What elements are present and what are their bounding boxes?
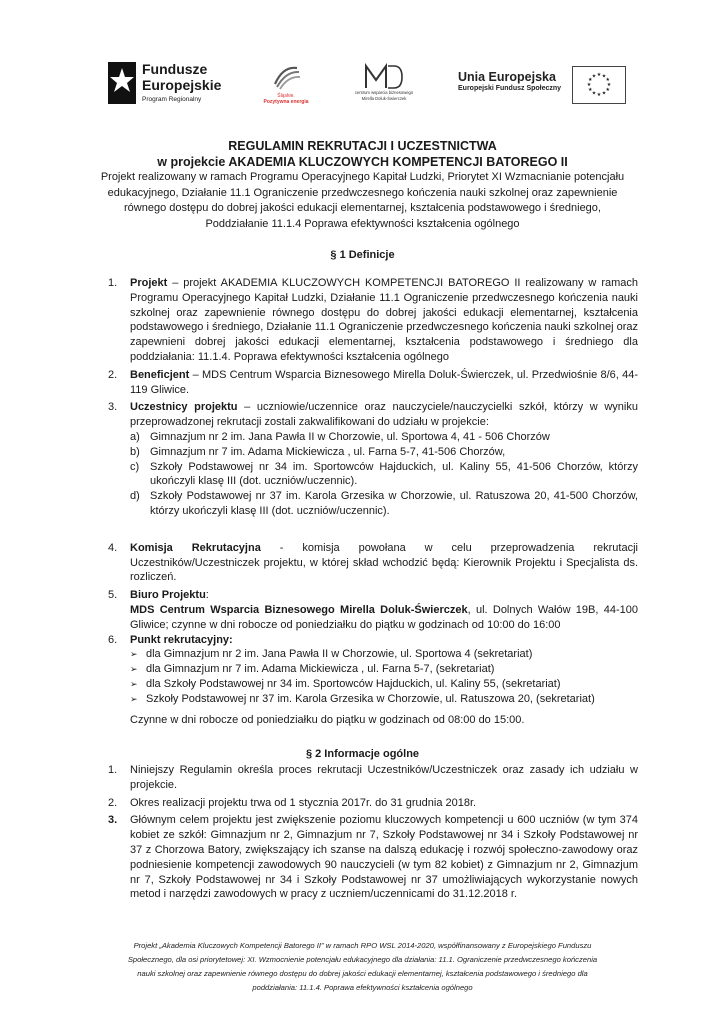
item-number: 3.	[108, 401, 118, 414]
school-c	[108, 460, 638, 490]
colon: :	[205, 589, 209, 602]
header-line4: Poddziałanie 11.1.4 Poprawa efektywności kształcenia ogólnego	[205, 217, 520, 230]
arrow-bullet-icon: ➢	[130, 649, 138, 660]
footer-line2: Społecznego, dla osi priorytetowej: XI. Wzmocnienie potencjału edukacyjnego dla działania: 11.1. Ograniczenie przedwczesnego kończenia	[127, 955, 598, 964]
item-number: 1.	[108, 764, 118, 776]
header-line2: edukacyjnego, Działanie 11.1 Ograniczenie przedwczesnego kończenia nauki szkolnej oraz zapewnienie	[107, 186, 618, 199]
svg-text:★: ★	[588, 77, 593, 83]
sub-letter: c)	[130, 460, 140, 473]
note-text: Czynne w dni robocze od poniedziałku do piątku w godzinach od 08:00 do 15:00.	[130, 713, 525, 726]
mds-line1: centrum wsparcia biznesowego	[354, 90, 414, 95]
definition-text: - komisja powołana w celu przeprowadzenia rekrutacji Uczestników/Uczestniczek projektu, w której skład wchodzić będą: Kierownik Projektu i Specjalista ds. rozliczeń.	[130, 541, 638, 584]
ue-line2: Europejski Fundusz Społeczny	[458, 85, 562, 92]
svg-text:★: ★	[588, 87, 593, 93]
mds-logo	[352, 62, 416, 108]
ue-line1: Unia Europejska	[458, 70, 556, 84]
title-line1: REGULAMIN REKRUTACJI I UCZESTNICTWA	[228, 139, 497, 153]
sub-letter: a)	[130, 430, 140, 443]
svg-text:★: ★	[605, 87, 610, 93]
header-line1: Projekt realizowany w ramach Programu Operacyjnego Kapitał Ludzki, Priorytet XI Wzmacnianie potencjału	[100, 171, 625, 183]
sub-letter: b)	[130, 445, 140, 458]
arrow-bullet-icon: ➢	[130, 693, 138, 704]
arrow-bullet-icon: ➢	[130, 678, 138, 689]
footer-line3: nauki szkolnej oraz zapewnienie równego dostępu do dobrej jakości edukacji elementarnej, kształcenia podstawowego i średniego dla	[137, 969, 588, 978]
definition-uczestnicy	[108, 400, 638, 430]
logo-bar	[108, 58, 628, 114]
school-a	[108, 430, 638, 445]
term: Punkt rekrutacyjny:	[130, 633, 233, 646]
term: Beneficjent	[130, 368, 190, 381]
fe-line3: Program Regionalny	[142, 96, 202, 103]
office-address: , ul. Dolnych Wałów 19B, 44-100 Gliwice; czynne w dni robocze od poniedziałku do piątku w godzinach od 10:00 do 16:00	[130, 603, 638, 631]
office-name: MDS Centrum Wsparcia Biznesowego Mirella Doluk-Świerczek	[130, 603, 468, 616]
definition-punkt	[108, 633, 638, 648]
title-line2: w projekcie AKADEMIA KLUCZOWYCH KOMPETENCJI BATOREGO II	[157, 155, 568, 169]
svg-text:★: ★	[601, 90, 607, 97]
recruitment-point	[108, 692, 638, 707]
school-d	[108, 489, 638, 519]
definition-projekt	[108, 276, 638, 365]
term: Komisja Rekrutacyjna	[130, 541, 261, 554]
mds-mark-icon	[362, 62, 406, 90]
sub-text: Szkoły Podstawowej nr 34 im. Sportowców Hajduckich, ul. Kaliny 55, 41-506 Chorzów, którzy ukończyli klasę III (dot. uczniów/uczennic).	[150, 460, 638, 488]
point-text: dla Szkoły Podstawowej nr 34 im. Sportowców Hajduckich, ul. Kaliny 55, (sekretariat)	[146, 677, 561, 690]
slaskie-logo	[256, 62, 316, 108]
point-text: dla Gimnazjum nr 7 im. Adama Mickiewicza , ul. Farna 5-7, (sekretariat)	[146, 663, 495, 676]
eu-flag-icon	[572, 66, 626, 104]
mds-line2: Mirella Doluk-Świerczek	[361, 95, 407, 101]
section1-heading: § 1 Definicje	[330, 249, 395, 261]
point-text: dla Gimnazjum nr 2 im. Jana Pawła II w Chorzowie, ul. Sportowa 4 (sekretariat)	[146, 648, 533, 661]
general-info-item	[108, 813, 638, 902]
definition-text: – MDS Centrum Wsparcia Biznesowego Mirella Doluk-Świerczek, ul. Przedwiośnie 8/6, 44-119 Gliwice.	[130, 368, 638, 396]
definition-komisja	[108, 541, 638, 585]
opening-hours-note	[108, 713, 638, 728]
section1-body	[108, 276, 638, 727]
fe-line1: Fundusze	[142, 61, 208, 77]
school-b	[108, 445, 638, 460]
svg-text:★: ★	[596, 72, 602, 78]
item-text: Niniejszy Regulamin określa proces rekrutacji Uczestników/Uczestniczek oraz zasady ich udziału w projekcie.	[130, 764, 638, 791]
item-number: 6.	[108, 633, 118, 646]
point-text: Szkoły Podstawowej nr 37 im. Karola Grzesika w Chorzowie, ul. Ratuszowa 20, (sekretariat)	[146, 692, 595, 705]
section2-body	[108, 763, 638, 902]
fe-line2: Europejskie	[142, 77, 222, 93]
recruitment-point	[108, 677, 638, 692]
definition-biuro	[108, 588, 638, 632]
svg-text:★: ★	[591, 73, 597, 80]
section2-heading: § 2 Informacje ogólne	[305, 748, 420, 760]
item-number: 1.	[108, 277, 118, 289]
slaskie-line1: Śląskie.	[277, 93, 295, 99]
term: Uczestnicy projektu	[130, 401, 238, 414]
sub-letter: d)	[130, 490, 140, 503]
svg-text:★: ★	[596, 92, 602, 98]
term: Biuro Projektu	[130, 589, 206, 602]
recruitment-point	[108, 647, 638, 662]
fe-star-icon	[108, 62, 136, 104]
page-footer	[80, 939, 645, 995]
slaskie-line2: Pozytywna energia	[263, 99, 309, 105]
sub-text: Gimnazjum nr 7 im. Adama Mickiewicza , ul. Farna 5-7, 41-506 Chorzów,	[150, 445, 506, 458]
svg-text:★: ★	[605, 77, 610, 83]
sub-text: Szkoły Podstawowej nr 37 im. Karola Grzesika w Chorzowie, ul. Ratuszowa 20, 41-500 Chorzów, którzy ukończyli klasę III (dot. uczniów/uczennic).	[150, 490, 638, 517]
item-number: 3.	[108, 814, 118, 827]
definition-beneficjent	[108, 368, 638, 398]
svg-text:★: ★	[601, 73, 607, 80]
item-number: 2.	[108, 796, 118, 809]
item-text: Głównym celem projektu jest zwiększenie poziomu kluczowych kompetencji u 600 uczniów (w tym 374 kobiet ze szkół: Gimnazjum nr 2, Gimnazjum nr 7, Szkoły Podstawowej nr 34 i Szkoły Podstawowej nr 37 z Chorzowa Batory, zwiększający ich szanse na dalszą edukację i rozwój społeczno-zawodowy oraz podniesienie kompetencji zawodowych 90 nauczycieli (w tym 82 kobiet) z Gimnazjum nr 2, Gimnazjum nr 7, Szkoły Podstawowej nr 34 i Szkoły Podstawowej nr 37 umożliwiających wykorzystanie nowych metod i narzędzi zawodowych w pracy z uczniem/uczennicami do 31.12.2018 r.	[130, 814, 638, 901]
arrow-bullet-icon: ➢	[130, 664, 138, 675]
footer-line1: Projekt „Akademia Kluczowych Kompetencji Batorego II” w ramach RPO WSL 2014-2020, współfinansowany z Europejskiego Funduszu	[133, 941, 592, 950]
sub-text: Gimnazjum nr 2 im. Jana Pawła II w Chorzowie, ul. Sportowa 4, 41 - 506 Chorzów	[150, 430, 550, 443]
definition-text: – uczniowie/uczennice oraz nauczyciele/nauczycielki szkół, którzy w wyniku przeprowadzonej rekrutacji zostali zakwalifikowani do udziału w projekcie:	[130, 401, 638, 429]
recruitment-point	[108, 662, 638, 677]
term: Projekt	[130, 277, 168, 289]
general-info-item	[108, 796, 638, 811]
document-header	[95, 138, 630, 232]
svg-text:★: ★	[606, 82, 612, 88]
svg-text:★: ★	[586, 82, 592, 88]
item-number: 4.	[108, 541, 118, 554]
item-number: 5.	[108, 589, 118, 602]
unia-europejska-logo	[458, 70, 568, 94]
fundusze-europejskie-logo	[108, 58, 228, 110]
general-info-item	[108, 763, 638, 793]
item-number: 2.	[108, 368, 118, 381]
item-text: Okres realizacji projektu trwa od 1 stycznia 2017r. do 31 grudnia 2018r.	[130, 796, 477, 809]
slaskie-swirl-icon	[269, 62, 303, 90]
header-line3: równego dostępu do dobrej jakości edukacji elementarnej, kształcenia podstawowego i średniego,	[124, 202, 601, 214]
definition-text: – projekt AKADEMIA KLUCZOWYCH KOMPETENCJI BATOREGO II realizowany w ramach Programu Operacyjnego Kapitał Ludzki, Działanie 11.1 Ograniczenie przedwczesnego kończenia nauki szkolnej oraz zapewnienie równego dostępu do dobrej jakości edukacji elementarnej, kształcenia podstawowego i średniego, Działanie 11.1 Ograniczenie przedwczesnego kończenia nauki szkolnej oraz zapewnieni dobrej jakości edukacji elementarnej, kształcenia podstawowego i średniego dla poddziałania: 11.1.4. Poprawa efektywności kształcenia ogólnego	[130, 277, 638, 363]
svg-text:★: ★	[591, 90, 597, 97]
footer-line4: poddziałania: 11.1.4. Poprawa efektywności kształcenia ogólnego	[252, 983, 473, 992]
